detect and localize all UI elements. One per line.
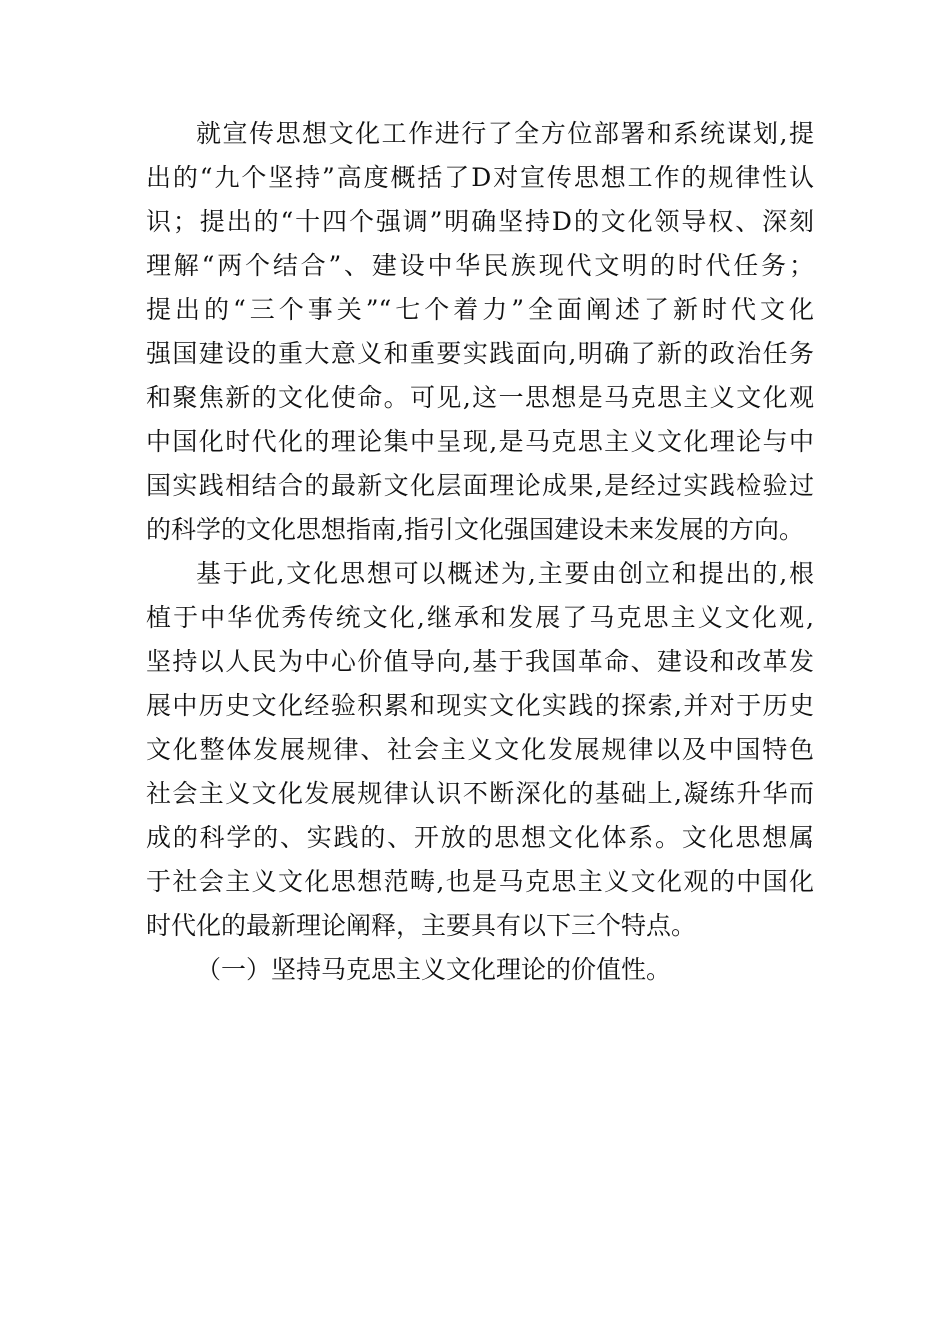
text-line: 中国化时代化的理论集中呈现,是马克思主义文化理论与中 bbox=[146, 427, 814, 456]
heading-line: （一）坚持马克思主义文化理论的价值性。 bbox=[196, 955, 672, 984]
text-line: 的科学的文化思想指南,指引文化强国建设未来发展的方向。 bbox=[146, 515, 804, 544]
section-heading bbox=[146, 948, 814, 992]
text-line: 强国建设的重大意义和重要实践面向,明确了新的政治任务 bbox=[146, 339, 814, 368]
text-line: 社会主义文化发展规律认识不断深化的基础上,凝练升华而 bbox=[146, 779, 814, 808]
text-line: 识；提出的“十四个强调”明确坚持D的文化领导权、深刻 bbox=[146, 207, 814, 236]
text-line: 和聚焦新的文化使命。可见,这一思想是马克思主义文化观 bbox=[146, 383, 814, 412]
text-line: 提出的“三个事关”“七个着力”全面阐述了新时代文化 bbox=[146, 295, 814, 324]
text-line: 国实践相结合的最新文化层面理论成果,是经过实践检验过 bbox=[146, 471, 814, 500]
text-line: 植于中华优秀传统文化,继承和发展了马克思主义文化观, bbox=[146, 603, 814, 632]
text-line: 就宣传思想文化工作进行了全方位部署和系统谋划,提 bbox=[196, 119, 814, 148]
text-line: 成的科学的、实践的、开放的思想文化体系。文化思想属 bbox=[146, 823, 814, 852]
text-line: 于社会主义文化思想范畴,也是马克思主义文化观的中国化 bbox=[146, 867, 814, 896]
document-body bbox=[146, 112, 814, 992]
text-line: 基于此,文化思想可以概述为,主要由创立和提出的,根 bbox=[196, 559, 814, 588]
text-line: 出的“九个坚持”高度概括了D对宣传思想工作的规律性认 bbox=[146, 163, 814, 192]
text-line: 时代化的最新理论阐释，主要具有以下三个特点。 bbox=[146, 911, 697, 940]
paragraph-2 bbox=[146, 552, 814, 948]
paragraph-1 bbox=[146, 112, 814, 552]
text-line: 文化整体发展规律、社会主义文化发展规律以及中国特色 bbox=[146, 735, 814, 764]
text-line: 展中历史文化经验积累和现实文化实践的探索,并对于历史 bbox=[146, 691, 814, 720]
text-line: 理解“两个结合”、建设中华民族现代文明的时代任务； bbox=[146, 251, 814, 280]
text-line: 坚持以人民为中心价值导向,基于我国革命、建设和改革发 bbox=[146, 647, 814, 676]
